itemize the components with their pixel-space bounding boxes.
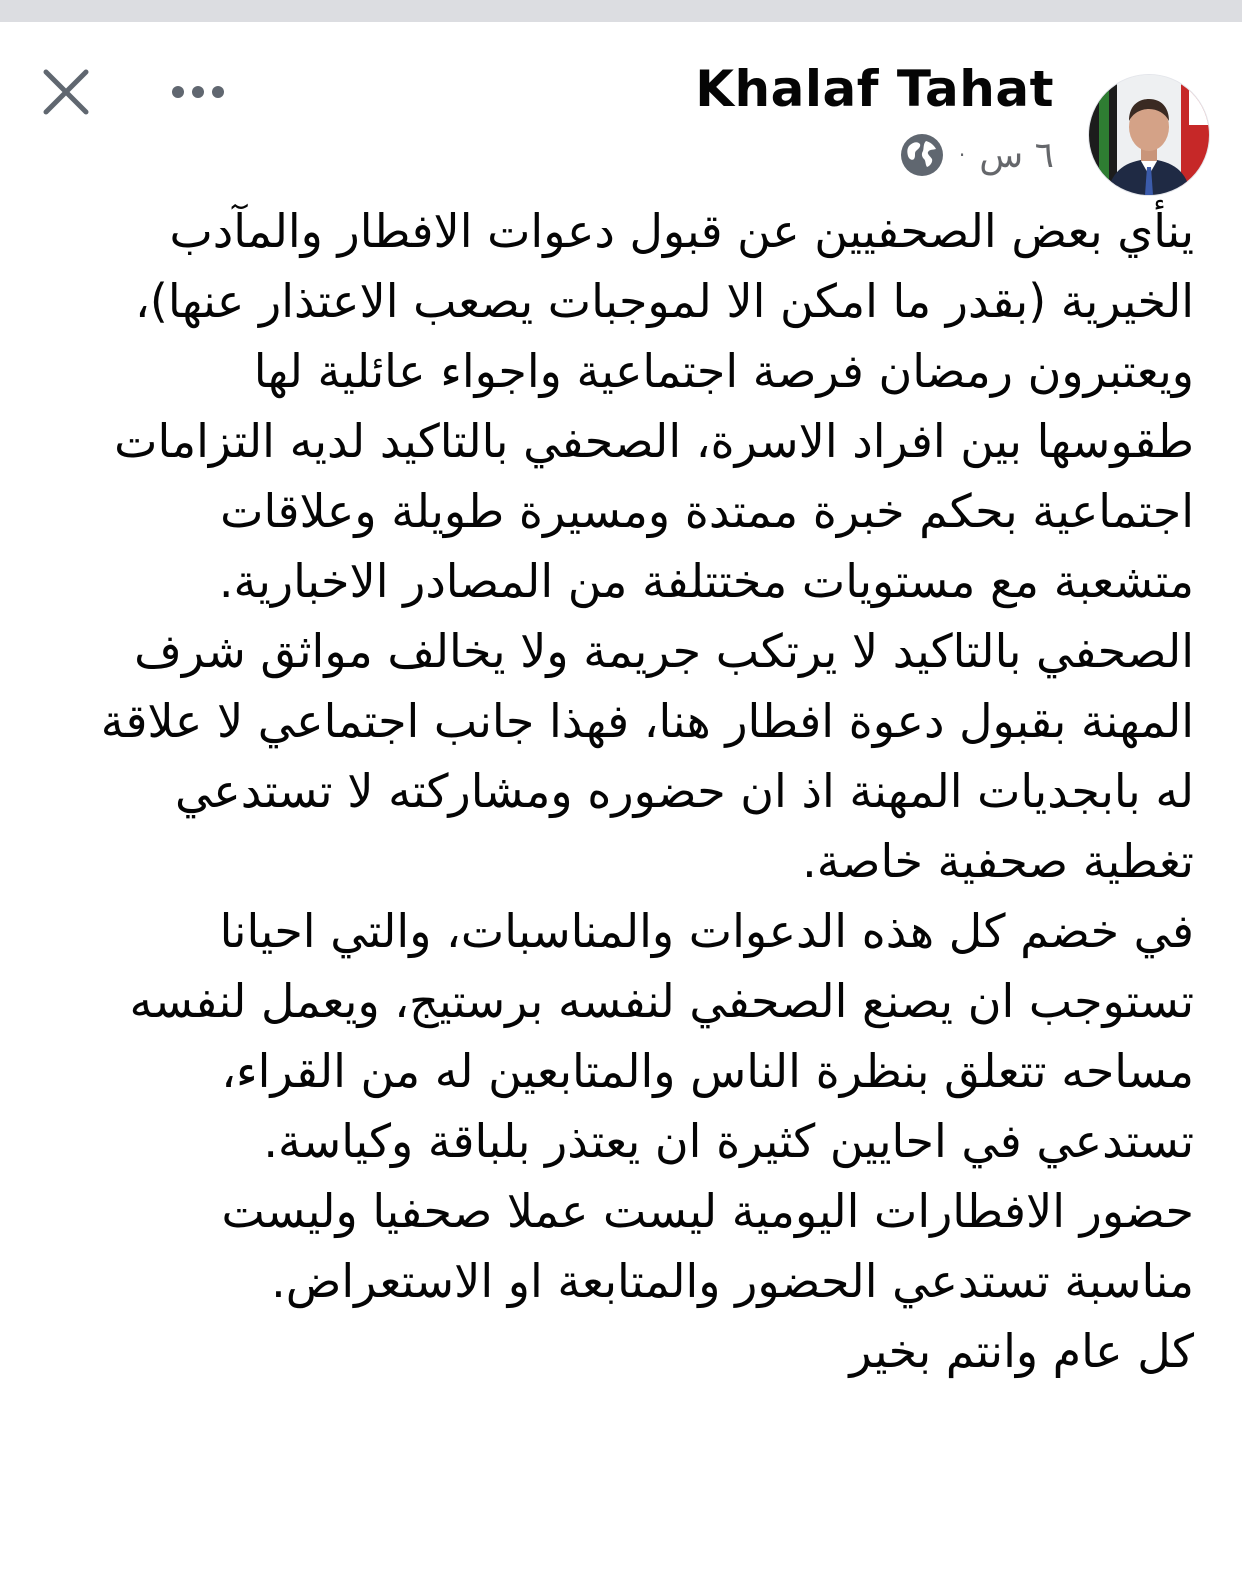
more-options-icon [171, 85, 225, 99]
more-options-button[interactable] [168, 72, 228, 112]
post-header [0, 22, 1242, 192]
close-button[interactable] [36, 62, 96, 122]
close-icon [40, 66, 92, 118]
post-paragraph: كل عام وانتم بخير [849, 1324, 1194, 1378]
post-paragraph: في خضم كل هذه الدعوات والمناسبات، والتي احيانا تستوجب ان يصنع الصحفي لنفسه برستيج، ويعمل لنفسه مساحه تتعلق بنظرة الناس والمتابعين له من القراء، تستدعي في احايين كثيرة ان يعتذر بلباقة وكياسة. [129, 904, 1194, 1168]
author-name[interactable]: Khalaf Tahat [695, 60, 1054, 118]
status-strip [0, 0, 1242, 22]
globe-icon[interactable] [899, 132, 945, 178]
post-paragraph: ينأي بعض الصحفيين عن قبول دعوات الافطار والمآدب الخيرية (بقدر ما امكن الا لموجبات يصعب الاعتذار عنها)، ويعتبرون رمضان فرصة اجتماعية واجواء عائلية لها طقوسها بين افراد الاسرة، الصحفي بالتاكيد لديه التزامات اجتماعية بحكم خبرة ممتدة ومسيرة طويلة وعلاقات متشعبة مع مستويات مختتلفة من المصادر الاخبارية. الصحفي بالتاكيد لا يرتكب جريمة ولا يخالف مواثق شرف المهنة بقبول دعوة افطار هنا، فهذا جانب اجتماعي لا علاقة له بابجديات المهنة اذ ان حضوره ومشاركته لا تستدعي تغطية صحفية خاصة. [100, 204, 1194, 888]
post-timestamp[interactable]: ٦ س [979, 134, 1054, 176]
meta-separator: · [958, 143, 966, 167]
post-meta [899, 130, 1054, 180]
avatar[interactable] [1088, 74, 1210, 196]
avatar-photo [1089, 75, 1209, 195]
post-text [90, 196, 1194, 1386]
post-paragraph: حضور الافطارات اليومية ليست عملا صحفيا وليست مناسبة تستدعي الحضور والمتابعة او الاستعراض. [221, 1184, 1194, 1308]
